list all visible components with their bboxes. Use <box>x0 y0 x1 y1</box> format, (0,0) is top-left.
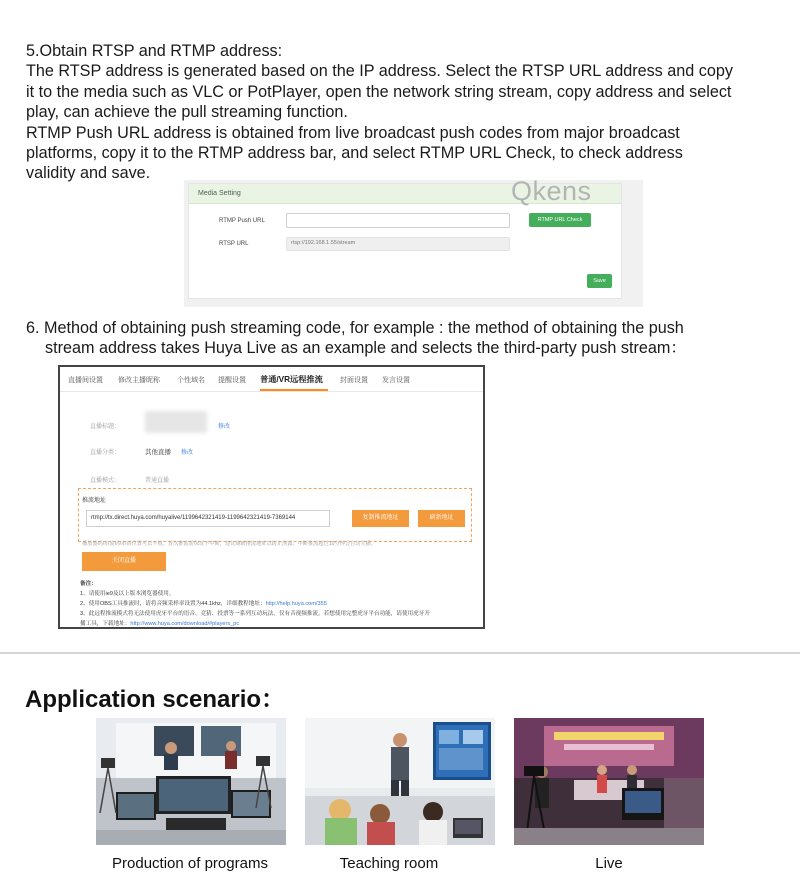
divider <box>0 652 800 654</box>
rtmp-push-url-input[interactable] <box>286 213 510 228</box>
qkens-watermark: Qkens <box>511 176 592 206</box>
tab-reminders[interactable]: 提醒设置 <box>218 377 246 384</box>
section-5-text <box>26 41 796 184</box>
obs-help-link[interactable]: http://help.huya.com/355 <box>265 601 327 607</box>
section-5-line: The RTSP address is generated based on the IP address. Select the RTSP URL address and copy <box>26 62 733 81</box>
rtsp-url-label: RTSP URL <box>219 241 249 247</box>
section-5-line: it to the media such as VLC or PotPlayer, open the network string stream, copy address and select <box>26 82 732 101</box>
tab-room-settings[interactable]: 直播间设置 <box>68 377 103 384</box>
section-6-line: stream address takes Huya Live as an example and selects the third-party push stream： <box>45 339 687 358</box>
tab-remote-push[interactable]: 普通/VR远程推流 <box>260 375 323 384</box>
rtmp-url-check-button[interactable]: RTMP URL Check <box>529 213 591 227</box>
note-item: 2、使用OBS工具推流时，请将音频采样率设置为44.1khz，详细教程地址：http://help.huya.com/355 <box>80 601 327 607</box>
live-studio-photo <box>514 718 704 845</box>
push-hint: 播放器码/串流码/串码位置可以不填。首次推流需保证不中断，建议刷新推流地址以防止泄露。中断推流超过10分钟会自动关播。 <box>82 541 376 547</box>
room-title-label: 直播标题： <box>90 424 121 430</box>
huya-push-settings-screenshot <box>58 365 485 629</box>
section-5-line: platforms, copy it to the RTMP address bar, and select RTMP URL Check, to check address <box>26 144 683 163</box>
media-setting-screenshot <box>184 176 643 307</box>
media-setting-panel <box>188 176 622 299</box>
section-5-line: RTMP Push URL address is obtained from live broadcast push codes from major broadcast <box>26 123 680 142</box>
tab-custom-domain[interactable]: 个性域名 <box>177 377 205 384</box>
note-item: 3、此远程推流模式将无法使用虎牙平台的语音、竞猜、投票等一系列互动玩法，仅有音视频推流。若想使用完整虎牙平台功能，请使用虎牙开 <box>80 611 430 617</box>
caption-production: Production of programs <box>112 855 268 872</box>
close-live-button[interactable]: 关闭直播 <box>82 552 166 571</box>
rtmp-push-url-label: RTMP Push URL <box>219 218 265 224</box>
copy-push-url-button[interactable]: 复制推流地址 <box>352 510 409 527</box>
save-button[interactable]: Save <box>587 274 612 288</box>
rtsp-url-field[interactable]: rtsp://192.168.1.55/stream <box>286 237 510 251</box>
download-link[interactable]: http://www.huya.com/download/#players_pc <box>130 621 240 627</box>
section-5-heading: 5.Obtain RTSP and RTMP address: <box>26 42 283 60</box>
media-setting-title: Media Setting <box>189 184 621 204</box>
huya-tab-bar <box>60 367 483 392</box>
mode-label: 直播模式： <box>90 478 121 484</box>
teaching-room-photo <box>305 718 495 845</box>
tab-nickname[interactable]: 修改主播昵称 <box>118 377 160 384</box>
active-tab-indicator <box>260 389 328 391</box>
edit-category-link[interactable]: 修改 <box>181 450 194 456</box>
notes <box>80 579 430 629</box>
edit-title-link[interactable]: 修改 <box>218 424 231 430</box>
push-url-field[interactable]: rtmp://tx.direct.huya.com/huyalive/1199642321419-1199642321419-7369144 <box>86 510 330 527</box>
note-item: 1、请使用ie9及以上版本浏览器使用。 <box>80 591 175 597</box>
production-programs-photo <box>96 718 286 845</box>
caption-teaching: Teaching room <box>339 855 439 872</box>
push-url-label: 推流地址 <box>82 498 107 504</box>
caption-live: Live <box>595 855 623 872</box>
blurred-title <box>145 411 207 433</box>
tab-chat[interactable]: 发言设置 <box>382 377 410 384</box>
category-label: 直播分类： <box>90 450 121 456</box>
refresh-url-button[interactable]: 刷新地址 <box>418 510 465 527</box>
section-5-line: play, can achieve the pull streaming function. <box>26 103 348 122</box>
notes-title: 备注： <box>80 581 97 587</box>
section-6-line: 6. Method of obtaining push streaming code, for example : the method of obtaining the push <box>26 319 684 337</box>
section-5-line: validity and save. <box>26 164 151 183</box>
mode-value: 普通直播 <box>145 478 170 484</box>
tab-cover[interactable]: 封面设置 <box>340 377 368 384</box>
section-6-text <box>26 318 796 359</box>
application-title: Application scenario： <box>25 686 286 713</box>
note-item: 播工具，下载地址：http://www.huya.com/download/#players_pc <box>80 621 240 627</box>
category-value: 其他直播 <box>145 449 171 456</box>
